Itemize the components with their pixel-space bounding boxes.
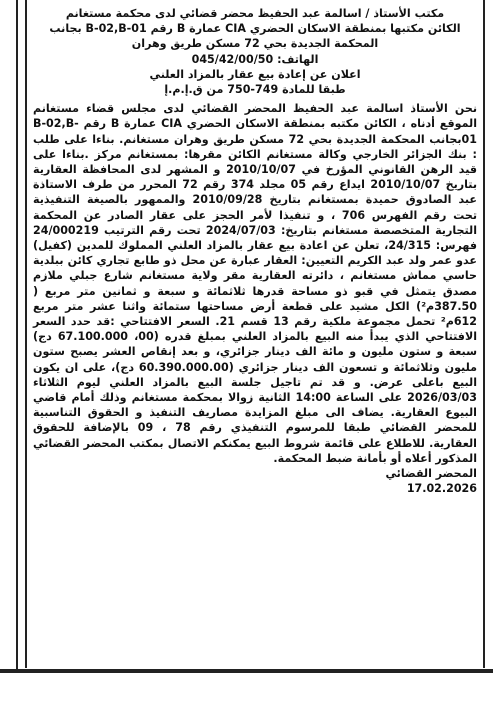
address-line-2: المحكمة الجديدة بحي 72 مسكن طريق وهران <box>131 37 379 51</box>
signature: المحضر القضائي <box>385 467 477 481</box>
notice-content <box>33 6 477 664</box>
address-line: الكائن مكتبها بمنطقة الاسكان الحضري CIA عمارة B رقم B-02,B-01 بجانب <box>49 22 461 36</box>
phone-line: الهاتف: 045/42/00/50 <box>191 52 319 66</box>
notice-title: اعلان عن إعادة بيع عقار بالمزاد العلني <box>149 67 361 81</box>
notice-date: 17.02.2026 <box>406 482 477 496</box>
notice-frame <box>25 0 485 668</box>
notice-body-text: نحن الأستاذ اسالمة عبد الحفيظ المحضر القضائي لدى مجلس قضاء مستغانم الموقع أدناه ، الكائن مكتبه بمنطقة الاسكان الحضري CIA عمارة B رقم B-02,B-01بجانب المحكمة الجديدة بحي 72 مسكن طريق وهران مستغانم. بناءا على طلب : بنك الجزائر الخارجي وكالة مستغانم الكائن مقرها: بمستغانم مركز .بناءا على قيد الرهن القانوني المؤرخ في 2010/10/07 و المشهر لدى المحافظة العقارية بتاريخ 2010/10/07 ايداع رقم 05 مجلد 374 رقم 72 المحرر من طرف الاستاذة عبد الصادوق حميدة بمستغانم بتاريخ 2010/09/28 والممهور بالصيغة التنفيذية تحت رقم الفهرس 706 ، و تنفيذا لأمر الحجز على عقار الصادر عن المحكمة التجارية المتخصصة مستغانم بتاريخ: 2024/07/03 تحت رقم الترتيب 24/000219 فهرس: 24/315، تعلن عن اعادة بيع عقار بالمزاد العلني المملوك للمدين (كفيل) عدو عمر ولد عبد الكريم التعيين: العقار عبارة عن محل ذو طابع تجاري كائن ببلدية حاسي مماش مستغانم ، دائرته العقارية مقر ولاية مستغانم شارع جبلي ملازم مصدق يتمثل في قبو ذو مساحة قدرها ثلاثمائة و سبعة و ثمانين متر مربع ( 387.50م²) الكل مشيد على قطعة أرض مساحتها ستمائة واثنا عشر متر مربع 612م² تحمل مجموعة ملكية رقم 13 قسم 21. السعر الافتتاحي :قد حدد السعر الافتتاحي الذي يبدأ منه البيع بالمزاد العلني بمبلغ قدره (00، 67.100.000 دج) سبعة و ستون مليون و مائة الف دينار جزائري، و بعد إنقاص العشر يصبح ستون مليون وثلاثمائة و تسعون الف دينار جزائري (60.390.000.00 دج)، على ان يكون البيع باعلى عرض. و قد تم تاجيل جلسة البيع بالمزاد العلني ليوم الثلاثاء 2026/03/03 على الساعة 14:00 الثانية زوالا بمحكمة مستغانم وذلك أمام قاضي البيوع العقارية. يضاف الى مبلغ المزايدة مصاريف التنفيذ و الحقوق التناسبية للمحضر القضائي طبقا للمرسوم التنفيذي رقم 78 ، 09 بالإضافة للحقوق العقارية. للاطلاع على قائمة شروط البيع يمكنكم الاتصال بمكتب المحضر القضائي المذكور أعلاه أو بأمانة ضبط المحكمة. <box>33 102 478 465</box>
office-line: مكتب الأستاذ / اسالمة عبد الحفيظ محضر قضائي لدى محكمة مستغانم <box>65 7 445 20</box>
left-column-rule <box>0 0 18 672</box>
notice-body <box>33 101 477 466</box>
legal-reference: طبقا للمادة 749-750 من ق.إ.م.إ <box>164 83 346 97</box>
notice-header <box>33 6 477 97</box>
notice-footer <box>33 466 477 496</box>
page-bottom-bar <box>0 669 493 709</box>
